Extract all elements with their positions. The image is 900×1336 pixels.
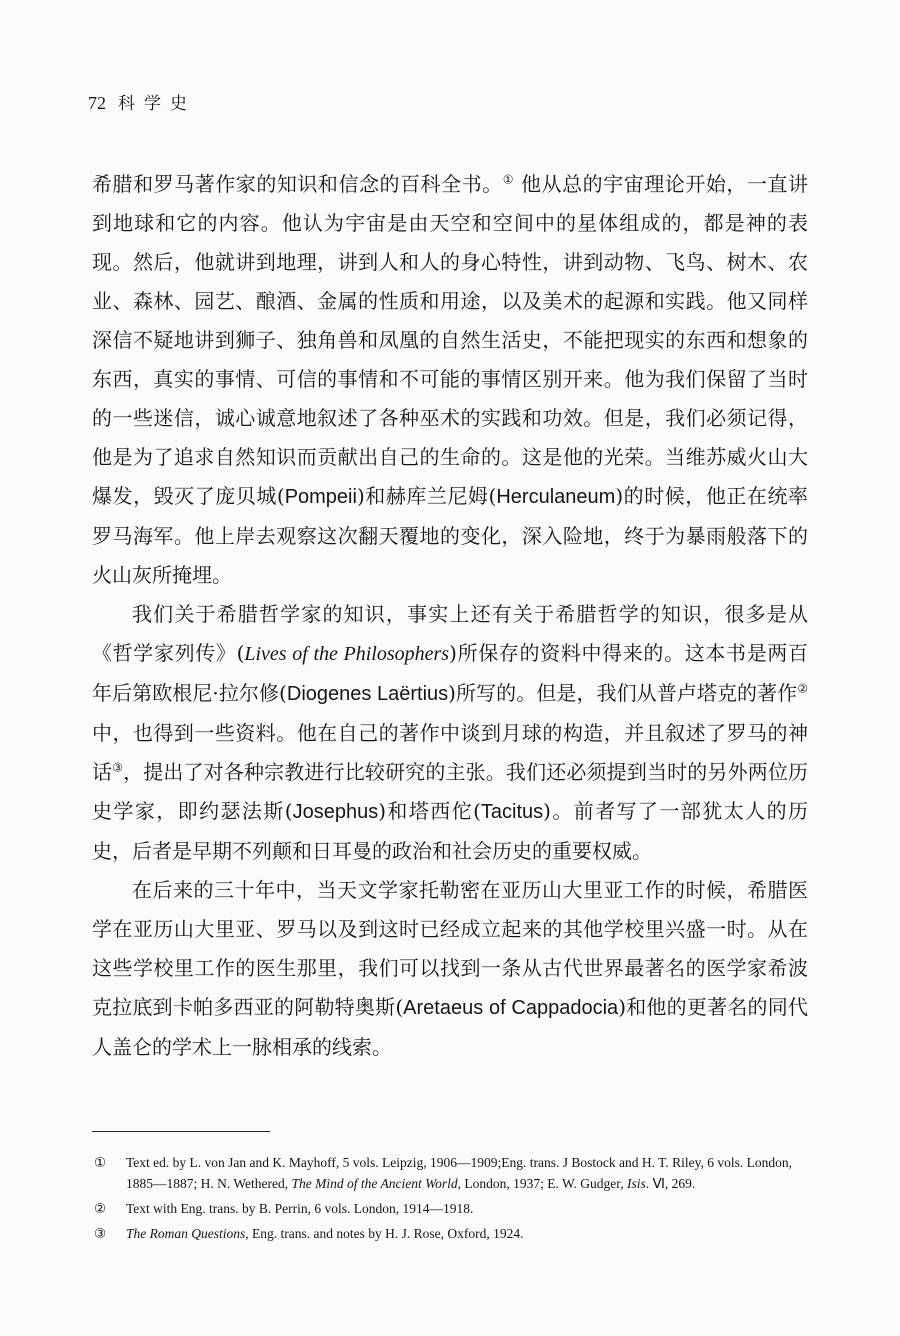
text-run: 他从总的宇宙理论开始，一直讲到地球和它的内容。他认为宇宙是由天空和空间中的星体组成的，都是神的表现。然后，他就讲到地理，讲到人和人的身心特性，讲到动物、飞鸟、树木、农业、森林、园艺、酿酒、金属的性质和用途，以及美术的起源和实践。他又同样深信不疑地讲到狮子、独角兽和凤凰的自然生活史，不能把现实的东西和想象的东西，真实的事情、可信的事情和不可能的事情区别开来。他为我们保留了当时的一些迷信，诚心诚意地叙述了各种巫术的实践和功效。但是，我们必须记得，他是为了追求自然知识而贡献出自己的生命的。这是他的光荣。当维苏威火山大爆发，毁灭了庞贝城( xyxy=(92,172,809,508)
paragraph-3 xyxy=(92,871,808,1067)
footnote-3 xyxy=(92,1223,808,1244)
term-tacitus: Tacitus xyxy=(480,801,544,823)
text-run: 希腊和罗马著作家的知识和信念的百科全书。 xyxy=(92,172,503,196)
footnote-divider xyxy=(92,1131,270,1132)
footnote-text xyxy=(126,1223,808,1244)
text-run: )的时候，他正在统率罗马海军。他上岸去观察这次翻天覆地的变化，深入险地，终于为暴雨般落下的火山灰所掩埋。 xyxy=(92,484,808,587)
book-title-italic: The Roman Questions xyxy=(126,1226,246,1241)
term-aretaeus: Aretaeus of Cappadocia xyxy=(403,997,619,1019)
text-run: )所保存的资料中得来的。这本书是两百年后第欧根尼·拉尔修( xyxy=(92,641,808,705)
text-run: 中，也得到一些资料。他在自己的著作中谈到月球的构造，并且叙述了罗马的神话 xyxy=(92,721,808,784)
journal-title-italic: Isis xyxy=(626,1176,646,1191)
term-diogenes-laertius: Diogenes Laërtius xyxy=(286,683,449,705)
text-run: ，提出了对各种宗教进行比较研究的主张。我们还必须提到当时的另外两位历史学家，即约瑟法斯( xyxy=(92,760,809,823)
term-herculaneum: Herculaneum xyxy=(496,486,616,508)
footnote-text xyxy=(126,1152,808,1194)
text-run: , Eng. trans. and notes by H. J. Rose, Oxford, 1924. xyxy=(245,1226,524,1241)
footnote-marker: ③ xyxy=(94,1226,107,1241)
book-title: 科学史 xyxy=(118,94,196,114)
term-pompeii: Pompeii xyxy=(284,486,357,508)
text-run: )。前者写了一部犹太人的历史，后者是早期不列颠和日耳曼的政治和社会历史的重要权威。 xyxy=(92,799,808,863)
text-run: , London, 1937; E. W. Gudger, xyxy=(457,1176,627,1191)
paragraph-2 xyxy=(92,595,808,871)
text-run: )和塔西佗( xyxy=(378,799,481,823)
text-run: )和他的更著名的同代人盖仑的学术上一脉相承的线索。 xyxy=(92,995,808,1059)
text-run: )所写的。但是，我们从普卢塔克的著作 xyxy=(448,681,798,705)
text-run: )和赫库兰尼姆( xyxy=(356,484,497,508)
footnote-ref-1: ① xyxy=(502,172,515,187)
footnote-marker: ① xyxy=(94,1155,107,1170)
footnote-ref-3: ③ xyxy=(112,760,124,775)
page-number: 72 xyxy=(88,93,106,113)
footnote-marker: ② xyxy=(94,1201,107,1216)
term-josephus: Josephus xyxy=(292,801,379,823)
paragraph-1 xyxy=(92,165,808,595)
running-header xyxy=(88,89,196,114)
text-run: 在后来的三十年中，当天文学家托勒密在亚历山大里亚工作的时候，希腊医学在亚历山大里亚、罗马以及到这时已经成立起来的其他学校里兴盛一时。从在这些学校里工作的医生那里，我们可以找到一条从古代世界最著名的医学家希波克拉底到卡帕多西亚的阿勒特奥斯( xyxy=(92,878,808,1019)
main-text xyxy=(92,165,808,1067)
book-title-italic: The Mind of the Ancient World xyxy=(291,1176,458,1191)
text-run: Text ed. by L. von Jan and K. Mayhoff, 5 vols. Leipzig, 1906—1909;Eng. trans. J Bostock and H. T. Riley, 6 vols. London, 1885—1887; H. N. Wethered, xyxy=(126,1155,792,1191)
text-run: Text with Eng. trans. by B. Perrin, 6 vols. London, 1914—1918. xyxy=(126,1201,474,1216)
footnote-text xyxy=(126,1198,808,1219)
footnote-ref-2: ② xyxy=(797,681,808,696)
footnotes xyxy=(92,1152,808,1248)
term-lives-of-the-philosophers: Lives of the Philosophers xyxy=(244,643,450,665)
footnote-2 xyxy=(92,1198,808,1219)
text-run: . Ⅵ, 269. xyxy=(645,1176,696,1191)
footnote-1 xyxy=(92,1152,808,1194)
text-run: 我们关于希腊哲学家的知识，事实上还有关于希腊哲学的知识，很多是从《哲学家列传》( xyxy=(92,602,808,665)
